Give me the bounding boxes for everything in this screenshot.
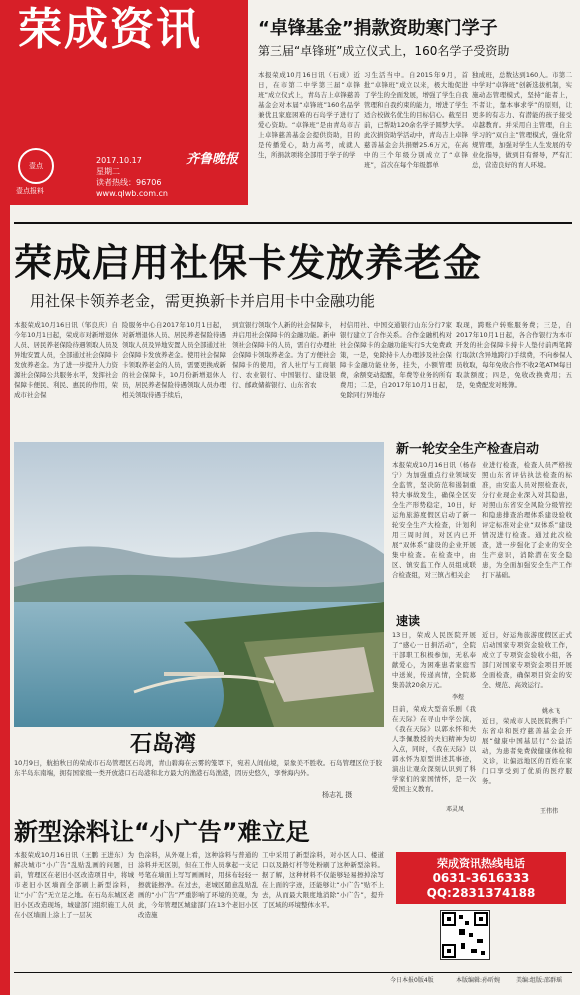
main-story-col4: 村信用社、中国交通银行山东分行7家银行建立了合作关系。合作金融机构对社会保障卡的金融功能实行5大免费政策，一是，免除持卡人办理涉及社会保障卡金融功能业务，挂失，小额管理费，余额变动提醒，年费等业务的所有费用；二是，自2017年10月1日起，免除同行异地存	[340, 321, 452, 399]
masthead-dateline	[96, 155, 168, 199]
top-story-col2: 习生活当中。自2015年9月，首批“卓锋班”成立以来，极大地促进了学生的全面发展，增强了学生自我管理和自我约束的能力，增进了学生适合校做名优生的目标信心。截至目前，已帮助120余名学子圆梦大学。此次捐资助学活动中，青岛吉上卓锋慈善基金会共捐赠25.6万元，在高中的三个年级分别成立了“卓锋班”，首次在每个年级都单	[364, 71, 468, 169]
footer-pages: 今日本报0版4版	[390, 977, 434, 984]
speed-news-item1: 13日，荣成人民医院开展了“感心一日捐活动”，全院干部职工积极参加，无私奉献爱心，为困难患者家庭雪中送炭，传递真情，全院募集善款20余万元。	[392, 631, 476, 689]
speed-news-author3: 姚永飞	[542, 708, 561, 715]
aerial-bay-image	[14, 442, 384, 727]
speed-news-item4: 近日，荣成市人民医院携手广东省卓和医疗慈善基金会开展“健康中国基层行”公益活动，为患者免费做健康体检和义诊，让偏远地区的百姓在家门口享受到了优质的医疗服务。	[482, 717, 572, 785]
shidao-bay-photo	[14, 442, 384, 727]
speed-news-item2: 目前，荣成大型音乐剧《我在天际》在寻山中学公演，《我在天际》以郭永怀和夫人李佩教授的夫妇精神为切入点，同时，《我在天际》以郭永怀为原型讲述其事迹，演出让观众深刻认识到了科学家们的家国情怀，是一次爱国主义教育。	[392, 705, 476, 793]
issue-date: 2017.10.17	[96, 156, 142, 165]
speed-news-author1: 李煜	[452, 694, 465, 701]
brand-name: 齐鲁晚报	[186, 152, 239, 167]
top-story-col1: 本报荣成10月16日讯（石成）近日，在市第二中学第三届“卓锋班”成立仪式上，青岛吉上卓锋慈善基金会对本届“卓锋班”160名品学兼优且家庭困难的石岛学子进行了爱心资助。“卓锋班”是由青岛市吉上卓锋慈善基金会提供资助，目的是传播爱心，助力高考，成就人生，所捐款项将全部用于学子的学	[258, 71, 360, 159]
qlwb-logo: 壹点	[18, 148, 54, 184]
reader-hotline: 读者热线：96706	[96, 178, 162, 187]
ad-title: 荣成资讯热线电话	[437, 857, 525, 870]
ad-qq: QQ:2831374188	[426, 886, 536, 900]
masthead	[10, 0, 248, 205]
main-story-col5: 取现，跨账户转账服务费；三是，自2017年10月1日起，各合作银行为本市开发的社会保障卡持卡人垫付前两笔跨行取款(含异地跨行)手续费，不向参保人员收取，每年免收合作不收2笔ATM每日取款额度；四是，免收改换费用；五是，免费配发对账簿。	[456, 321, 572, 389]
qr-code-graphic	[441, 911, 489, 959]
footer-divider	[14, 972, 572, 973]
speed-news-author2: 邓灵凤	[446, 806, 465, 813]
speed-news-title: 速读	[396, 614, 421, 628]
masthead-title: 荣成资讯	[18, 4, 202, 55]
top-story-subtitle: 第三届“卓锋班”成立仪式上，160名学子受资助	[258, 44, 510, 58]
main-story-subtitle: 用社保卡领养老金，需更换新卡并启用卡中金融功能	[30, 292, 376, 310]
top-story-title: “卓锋基金”捐款资助寒门学子	[258, 18, 498, 39]
top-story-col3: 独成班，总数达到160人。市第二中学对“卓锋班”创新选拔机制，实施动态管理模式，坚持“能者上，不者让，靠本事求学”的原则，让更多的有志力、有潜能的孩子接受卓越教育。并采用自主管理，自主学习的“双自主”管理模式，强化常规管理，加强对学生人生发展的专业化指导，做到目有督导，严有汇总，营造良好的育人环境。	[472, 71, 572, 169]
footer-editor: 本版编辑:孙昕婉	[456, 977, 501, 984]
footer-design: 美编:组版:邵群瑶	[516, 977, 563, 984]
left-red-bar	[0, 0, 10, 995]
photo-description: 10月9日，航拍秋日的荣成市石岛管理区石岛湾，青山碧海在云雾的笼罩下，宛若人间仙境，景象美不胜收。石岛管理区位于胶东半岛东南端，拥有国家级一类开放港口石岛港和北方最大的渔港石岛渔港，因历史悠久，享誉海内外。	[14, 759, 382, 777]
main-story-col2: 险服务中心自2017年10月1日起，对新增退休人员、居民养老保险待遇领取人员及异地安置人员全部通过社会保障卡发放养老金。使用社会保障卡领取养老金的人员，需要更换成新的社会保障卡，10月份新增退休人员，居民养老保险待遇领取人员办理相关领取待遇手续后，	[122, 321, 226, 399]
main-story-title: 荣成启用社保卡发放养老金	[14, 241, 483, 285]
section-divider	[14, 222, 572, 224]
qr-code-icon	[440, 910, 490, 960]
issue-weekday: 星期二	[96, 167, 120, 176]
side-story-col1: 本报荣成10月16日讯（杨春宁）为加强重点行业领域安全监管，坚决防范和遏制重特大事故发生，确保全区安全生产形势稳定，10日，好运角旅游度假区启动了新一轮安全生产大检查，计划利用三周时间，对区内已开展“双体系”建设的企业开展集中检查。在检查中，由区、镇安监工作人员组成联合检查组，对三镇占相关企	[392, 461, 476, 579]
main-story-col3: 到宣银行领取个人新的社会保障卡，并启用社会保障卡的金融功能。新申领社会保障卡的人员，需自行办理社会保障卡领取养老金。为了方便社会保障卡的使用，省人社厅与工商银行、农业银行、中国银行、建设银行、邮政储蓄银行、山东省农	[232, 321, 336, 389]
bottom-story-col1: 本报荣成10月16日讯（王鹏 王进东）为解决城市“小广告”乱贴乱画的问题，日前，管理区在老旧小区改造项目中，将城市老旧小区墙面全部刷上新型涂料，让“小广告”无立足之地。在石岛东城区老旧小区改造现场，城建部门组织施工人员在小区墙面上涂上了一层灰	[14, 851, 134, 919]
side-story-title: 新一轮安全生产检查启动	[396, 442, 540, 457]
main-story-col1: 本报荣成10月16日讯（邹良庆）自今年10月1日起，荣成市对新增退休人员、居民养老保险待遇领取人员及异地安置人员，全部通过社会保障卡发放养老金。为了进一步提升人力资源社会保障公共服务水平，发挥社会保障卡便民、利民、惠民的作用，荣成市社会保	[14, 321, 118, 399]
speed-news-author4: 王伟伟	[540, 808, 559, 815]
bottom-story-col2: 色涂料，从外观上看，这种涂料与普通的涂料并无区别，但在工作人员拿起一支记号笔在墙面上写写画画时，用抹布轻轻一擦就能擦净。在过去，老城区随意乱贴乱画的“小广告”严重影响了环境的美观，为此，今年管理区城建部门在13个老旧小区改造施	[138, 851, 258, 919]
logo-caption: 壹点报料	[16, 187, 44, 195]
side-story-col2: 业进行检查，检查人员严格按照山东省评估执法检查的标准，由安监人员对照检查表，分行业现企业深入对其隐患，对照山东省安全风险分级管控和隐患排查治理体系建设验收评定标准对企业“双体系”建设情况进行检查。通过此次检查，进一步强化了企业的安全生产意识，消除潜在安全隐患，为全面加强安全生产工作打下基础。	[482, 461, 572, 579]
bottom-story-col3: 工中采用了新型涂料，对小区人口、楼道口以及路灯杆等处粉刷了这种新型涂料。据了解，这种材料不仅能够轻易擦掉涂写在上面的字迹，还能够让“小广告”贴不上去，从而最大限度地消除“小广告”，提升了区域的环境整体水平。	[262, 851, 384, 909]
speed-news-item3: 近日，好运角旅游度假区正式启动国家专项资金验收工作，成立了专项资金验收小组，各部门对国家专项资金项目开展全面检查，确保项目资金的安全、规范、高效运行。	[482, 631, 572, 689]
photo-credit: 杨志礼 摄	[322, 791, 353, 799]
photo-caption: 石岛湾	[130, 732, 197, 757]
hotline-ad	[396, 852, 566, 904]
ad-phone: 0631-3616333	[432, 871, 530, 885]
bottom-story-title: 新型涂料让“小广告”难立足	[14, 818, 310, 846]
website[interactable]: www.qlwb.com.cn	[96, 189, 168, 198]
